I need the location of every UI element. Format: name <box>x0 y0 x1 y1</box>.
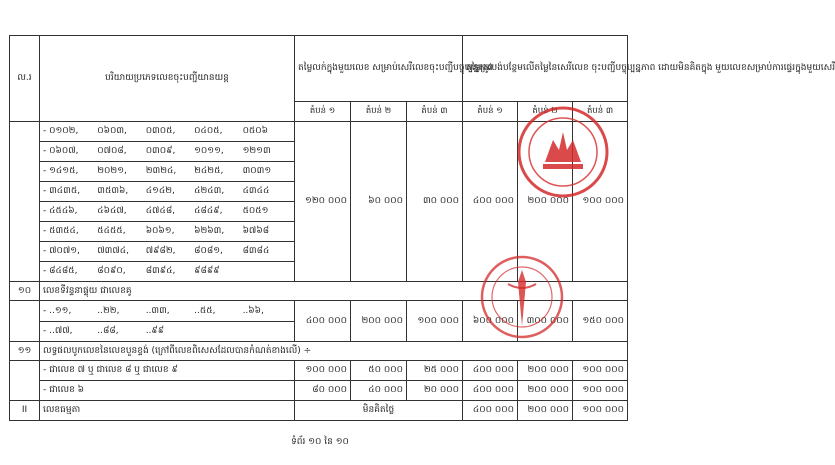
price-cell: ៣០០ ០០០ <box>518 301 573 342</box>
section-title: លទ្ធផលបូកលេខនៃលេខបួនខ្ទង់ (ក្រៅពីលេខពិសេសដែលបានកំណត់ខាងលើ) ÷ <box>40 342 628 361</box>
section-row <box>10 282 628 301</box>
row-number <box>10 122 40 282</box>
price-cell: ១០០ ០០០ <box>407 301 463 342</box>
price-cell: ១០០ ០០០ <box>573 401 628 421</box>
header-price: តម្លៃលក់ក្នុងមួយលេខ សម្រាប់សេរីលេខចុះបញ្ជីបច្ចុប្បន្នភាព <box>295 36 463 102</box>
row-number <box>10 301 40 342</box>
price-cell: ៤០០ ០០០ <box>463 381 518 401</box>
price-cell: ១០០ ០០០ <box>573 361 628 381</box>
price-cell: ៨០ ០០០ <box>295 381 351 401</box>
row-label: - ជាលេខ ៦ <box>40 381 295 401</box>
row-number <box>10 361 40 401</box>
price-cell: ៤០០ ០០០ <box>463 122 518 282</box>
price-cell: ២០០ ០០០ <box>518 122 573 282</box>
price-table <box>9 35 835 421</box>
page-footer: ទំព័រ ១០ នៃ ១០ <box>291 437 349 447</box>
table-row <box>10 122 628 142</box>
row-label: - ជាលេខ ៧ ឬ ជាលេខ ៨ ឬ ជាលេខ ៩ <box>40 361 295 381</box>
price-cell: ៣០ ០០០ <box>407 122 463 282</box>
plate-codes: - ..១១, ..២២, ..៣៣, ..៥៥, ..៦៦, <box>40 301 295 322</box>
table-row <box>10 361 628 381</box>
plate-codes: - ៥៣៥៤, ៥៤៥៥, ៦០៦១, ៦២៦៣, ៦៧៦៨ <box>40 222 295 242</box>
price-cell: ៥០ ០០០ <box>351 361 407 381</box>
price-cell: ៤០០ ០០០ <box>463 401 518 421</box>
plate-codes: - ៨៤៨៥, ៨០៩០, ៨៣៩៤, ៩៨៩៩ <box>40 262 295 282</box>
row-number: II <box>10 401 40 421</box>
plate-codes: - ៣៤៣៥, ៣៥៣៦, ៤១៤២, ៤២៤៣, ៤៣៤៤ <box>40 182 295 202</box>
price-cell: ១២០ ០០០ <box>295 122 351 282</box>
plate-codes: - ១៤១៥, ២០២១, ២៣២៤, ២៤២៥, ៣០៣១ <box>40 162 295 182</box>
section-row <box>10 342 628 361</box>
price-cell: ៤០០ ០០០ <box>463 361 518 381</box>
free-of-charge-note: មិនគិតថ្លៃ <box>295 401 463 421</box>
price-cell: ២០០ ០០០ <box>518 381 573 401</box>
row-number: ១១ <box>10 342 40 361</box>
zone-1-header: តំបន់ ១ <box>295 102 351 122</box>
price-cell: ២៥ ០០០ <box>407 361 463 381</box>
price-cell: ២០ ០០០ <box>407 381 463 401</box>
plate-codes: - ០៦០៧, ០៧០៨, ០៣០៩, ១០១១, ១២១៣ <box>40 142 295 162</box>
price-cell: ២០០ ០០០ <box>518 401 573 421</box>
price-cell: ៦០០ ០០០ <box>463 301 518 342</box>
table-row <box>10 381 628 401</box>
zone-3-header: តំបន់ ៣ <box>573 102 628 122</box>
price-cell: ១៥០ ០០០ <box>573 301 628 342</box>
section-title: លេខទីវន្ទនាផ្ទុយ ជាលេខគូ <box>40 282 628 301</box>
price-cell: ៦០ ០០០ <box>351 122 407 282</box>
price-cell: ៤០ ០០០ <box>351 381 407 401</box>
header-description: បរិយាយប្រភេទលេខចុះបញ្ជីយានយន្ត <box>40 36 295 122</box>
header-row <box>10 36 628 102</box>
zone-1-header: តំបន់ ១ <box>463 102 518 122</box>
table-row <box>10 401 628 421</box>
row-label: លេខធម្មតា <box>40 401 295 421</box>
table-row <box>10 301 628 322</box>
header-extra-fee: តម្លៃត្រូវបង់បន្ថែមលើតម្លៃនៃសេរីលេខ ចុះបញ្ជីបច្ចុប្បន្នភាព ដោយមិនគិតក្នុង មួយលេខសម្រាប់ការផ្ទេរក្នុងមួយសេរី <box>463 36 628 102</box>
price-cell: ១០០ ០០០ <box>295 361 351 381</box>
zone-2-header: តំបន់ ២ <box>518 102 573 122</box>
price-cell: ២០០ ០០០ <box>351 301 407 342</box>
price-cell: ៤០០ ០០០ <box>295 301 351 342</box>
zone-2-header: តំបន់ ២ <box>351 102 407 122</box>
header-no: ល.រ <box>10 36 40 122</box>
plate-codes: - ៧០៧១, ៧៣៧៤, ៧៩៨២, ៨០៨១, ៨៣៨៤ <box>40 242 295 262</box>
price-cell: ២០០ ០០០ <box>518 361 573 381</box>
price-cell: ១០០ ០០០ <box>573 381 628 401</box>
row-number: ១០ <box>10 282 40 301</box>
plate-codes: - ០១០២, ០៦០៣, ០៣០៥, ០៤០៥, ០៥០៦ <box>40 122 295 142</box>
plate-codes: - ៤៥៤៦, ៤៦៤៧, ៤៧៤៨, ៤៨៤៩, ៥០៥១ <box>40 202 295 222</box>
zone-3-header: តំបន់ ៣ <box>407 102 463 122</box>
price-cell: ១០០ ០០០ <box>573 122 628 282</box>
plate-codes: - ..៧៧, ..៨៨, ..៩៩ <box>40 322 295 342</box>
